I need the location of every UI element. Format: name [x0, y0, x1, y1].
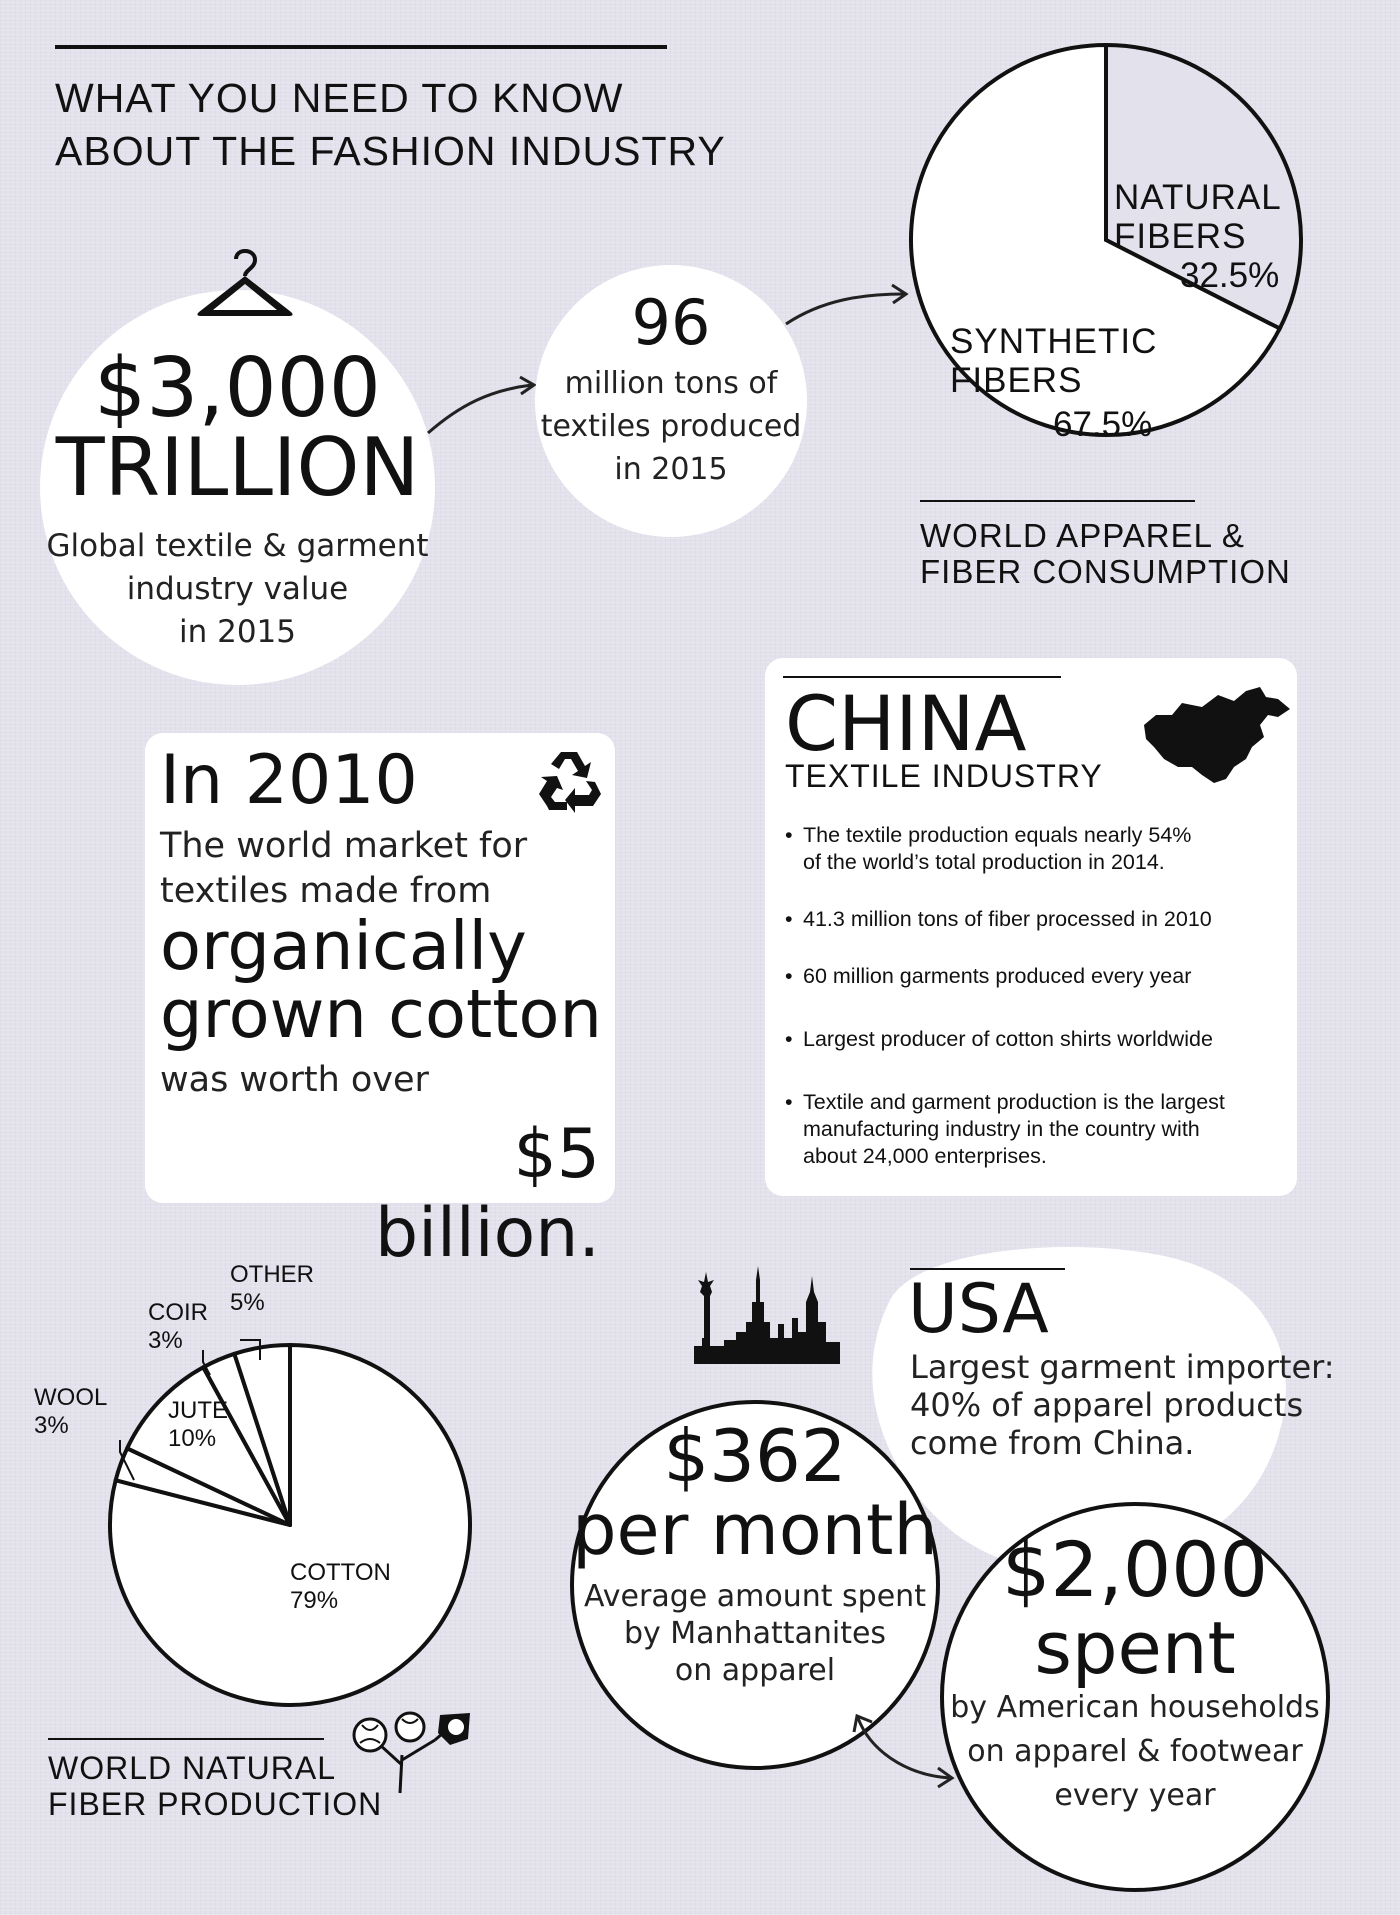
manhattan-line-2: by Manhattanites	[623, 1616, 887, 1651]
natural-label-line-2: FIBERS	[1114, 217, 1247, 256]
manhattan-line-1: Average amount spent	[584, 1579, 926, 1614]
natural-value-other: 5%	[230, 1289, 265, 1316]
china-bullet-line: Textile and garment production is the largest	[803, 1090, 1225, 1114]
manhattan-description	[570, 1578, 940, 1689]
global-value-amount: $3,000	[94, 341, 381, 436]
households-unit: spent	[1034, 1606, 1236, 1690]
bullet-dot-icon: •	[785, 1090, 793, 1114]
china-bullet-line: Largest producer of cotton shirts worldwide	[803, 1027, 1213, 1051]
china-bullet-line: 60 million garments produced every year	[803, 964, 1192, 988]
households-line-3: every year	[1054, 1778, 1216, 1813]
page-title	[55, 72, 815, 178]
natural-label-coir: COIR	[148, 1299, 208, 1326]
organic-line-3: was worth over	[160, 1060, 429, 1100]
consumption-caption-line-2: FIBER CONSUMPTION	[920, 553, 1291, 590]
global-desc-line-1: Global textile & garment	[46, 528, 429, 564]
organic-highlight	[160, 907, 602, 1053]
global-desc-line-2: industry value	[126, 571, 349, 607]
bullet-dot-icon: •	[785, 964, 793, 988]
organic-line-1: The world market for	[160, 826, 528, 866]
global-desc-line-3: in 2015	[178, 614, 296, 650]
textiles-amount: 96	[631, 286, 711, 359]
households-line-2: on apparel & footwear	[967, 1734, 1303, 1769]
organic-big-line-1: organically	[160, 907, 527, 985]
natural-caption-line-2: FIBER PRODUCTION	[48, 1786, 383, 1822]
consumption-caption-line-1: WORLD APPAREL &	[920, 517, 1245, 554]
china-bullet-line: 41.3 million tons of fiber processed in 2010	[803, 907, 1212, 931]
natural-value-wool: 3%	[34, 1412, 69, 1439]
new-york-skyline-icon	[694, 1262, 840, 1364]
double-arrow-icon	[850, 1710, 960, 1790]
natural-value-jute: 10%	[168, 1425, 217, 1452]
natural-label-line-1: NATURAL	[1114, 178, 1282, 217]
title-line-1: WHAT YOU NEED TO KNOW	[55, 75, 624, 121]
natural-fibers-value: 32.5%	[1180, 256, 1280, 295]
synthetic-fibers-value: 67.5%	[1053, 405, 1153, 444]
consumption-caption	[920, 518, 1291, 590]
china-title: CHINA	[785, 679, 1027, 768]
china-bullet-item	[785, 963, 1285, 990]
china-rule	[783, 676, 1061, 678]
consumption-caption-rule	[920, 500, 1195, 502]
households-amount: $2,000	[1002, 1525, 1268, 1614]
synthetic-label-line-2: FIBERS	[950, 361, 1083, 400]
china-bullet-line: about 24,000 enterprises.	[803, 1144, 1047, 1168]
arrow-to-textiles-icon	[420, 370, 540, 440]
natural-caption	[48, 1750, 382, 1822]
global-value-unit: TRILLION	[55, 421, 420, 514]
synthetic-label-line-1: SYNTHETIC	[950, 322, 1158, 361]
textiles-desc-line-1: million tons of	[564, 366, 778, 401]
manhattan-line-3: on apparel	[674, 1653, 836, 1688]
bullet-dot-icon: •	[785, 907, 793, 931]
textiles-desc-line-2: textiles produced	[540, 409, 802, 444]
natural-value-cotton: 79%	[290, 1587, 339, 1614]
china-bullet-list	[785, 822, 1285, 1170]
manhattan-amount: $362	[663, 1414, 847, 1498]
usa-line-3: come from China.	[910, 1424, 1195, 1462]
households-line-1: by American households	[950, 1690, 1320, 1725]
cotton-plant-icon	[340, 1705, 480, 1795]
header-rule	[55, 45, 667, 49]
natural-caption-line-1: WORLD NATURAL	[48, 1750, 336, 1786]
recycle-icon	[535, 748, 603, 810]
households-description	[940, 1686, 1330, 1818]
natural-label-wool: WOOL	[34, 1384, 108, 1411]
organic-line-2: textiles made from	[160, 871, 492, 911]
china-bullet-item	[785, 1026, 1285, 1053]
textiles-description	[535, 362, 807, 491]
synthetic-fibers-label	[950, 322, 1157, 400]
china-bullet-line: of the world’s total production in 2014.	[803, 850, 1165, 874]
natural-fibers-label	[1114, 178, 1282, 256]
china-bullet-item	[785, 1089, 1285, 1170]
bullet-dot-icon: •	[785, 1027, 793, 1051]
bullet-dot-icon: •	[785, 823, 793, 847]
arrow-to-consumption-icon	[782, 280, 912, 330]
china-bullet-item	[785, 906, 1285, 933]
organic-year: In 2010	[160, 741, 418, 820]
title-line-2: ABOUT THE FASHION INDUSTRY	[55, 128, 726, 174]
usa-description	[910, 1348, 1335, 1462]
manhattan-unit: per month	[572, 1489, 938, 1571]
natural-fiber-pie-chart	[28, 1240, 508, 1780]
china-bullet-item	[785, 822, 1285, 876]
usa-title: USA	[908, 1270, 1049, 1349]
organic-intro	[160, 824, 527, 914]
usa-line-1: Largest garment importer:	[910, 1348, 1335, 1386]
china-map-icon	[1142, 685, 1292, 785]
hanger-icon	[195, 250, 295, 325]
china-subtitle: TEXTILE INDUSTRY	[785, 758, 1103, 794]
textiles-desc-line-3: in 2015	[614, 452, 728, 487]
global-value-description	[40, 525, 435, 654]
natural-label-other: OTHER	[230, 1261, 314, 1288]
usa-line-2: 40% of apparel products	[910, 1386, 1304, 1424]
natural-value-coir: 3%	[148, 1327, 183, 1354]
organic-amount: $5 billion.	[374, 1115, 600, 1273]
organic-big-line-2: grown cotton	[160, 975, 602, 1053]
natural-label-jute: JUTE	[168, 1397, 228, 1424]
china-bullet-line: The textile production equals nearly 54%	[803, 823, 1192, 847]
natural-caption-rule	[48, 1738, 324, 1740]
natural-label-cotton: COTTON	[290, 1559, 391, 1586]
china-bullet-line: manufacturing industry in the country with	[803, 1117, 1200, 1141]
